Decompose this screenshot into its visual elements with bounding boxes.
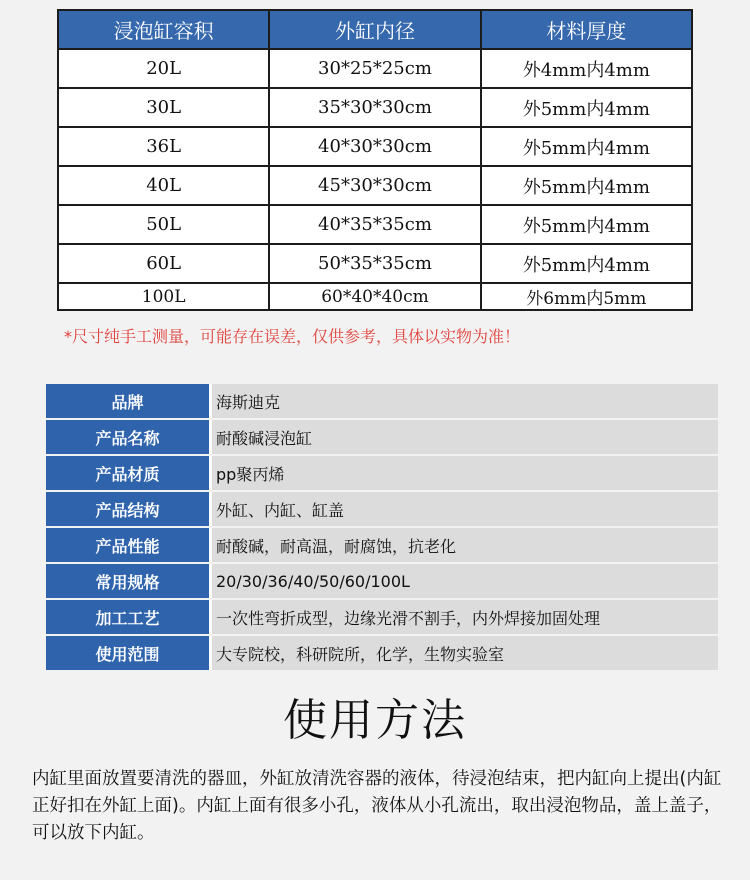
spec-value: 20/30/36/40/50/60/100L xyxy=(212,564,718,598)
volume-cell: 20L xyxy=(58,49,269,88)
spec-row xyxy=(46,492,718,526)
size-table xyxy=(57,9,693,311)
spec-value: 外缸、内缸、缸盖 xyxy=(212,492,718,526)
thickness-cell: 外5mm内4mm xyxy=(481,166,692,205)
spec-key: 使用范围 xyxy=(46,636,212,670)
spec-value: 耐酸碱，耐高温，耐腐蚀，抗老化 xyxy=(212,528,718,562)
spec-key: 产品结构 xyxy=(46,492,212,526)
table-row xyxy=(58,283,692,310)
spec-row xyxy=(46,636,718,670)
spec-value: 一次性弯折成型，边缘光滑不割手，内外焊接加固处理 xyxy=(212,600,718,634)
spec-value: 海斯迪克 xyxy=(212,384,718,418)
usage-title: 使用方法 xyxy=(283,695,467,746)
size-table-header-row xyxy=(58,10,692,49)
table-row xyxy=(58,166,692,205)
dimension-cell: 30*25*25cm xyxy=(269,49,480,88)
table-row xyxy=(58,205,692,244)
spec-row xyxy=(46,456,718,490)
dimension-cell: 35*30*30cm xyxy=(269,88,480,127)
table-row xyxy=(58,49,692,88)
dimension-cell: 45*30*30cm xyxy=(269,166,480,205)
header-volume: 浸泡缸容积 xyxy=(58,10,269,49)
spec-key: 常用规格 xyxy=(46,564,212,598)
spec-row xyxy=(46,528,718,562)
volume-cell: 36L xyxy=(58,127,269,166)
thickness-cell: 外4mm内4mm xyxy=(481,49,692,88)
usage-description: 内缸里面放置要清洗的器皿，外缸放清洗容器的液体，待浸泡结束，把内缸向上提出(内缸正好扣在外缸上面)。内缸上面有很多小孔，液体从小孔流出，取出浸泡物品，盖上盖子，可以放下内缸。 xyxy=(32,769,722,843)
spec-row xyxy=(46,384,718,418)
spec-value: pp聚丙烯 xyxy=(212,456,718,490)
thickness-cell: 外5mm内4mm xyxy=(481,88,692,127)
table-row xyxy=(58,88,692,127)
header-thickness: 材料厚度 xyxy=(481,10,692,49)
volume-cell: 50L xyxy=(58,205,269,244)
thickness-cell: 外5mm内4mm xyxy=(481,244,692,283)
dimension-cell: 40*35*35cm xyxy=(269,205,480,244)
spec-key: 品牌 xyxy=(46,384,212,418)
volume-cell: 30L xyxy=(58,88,269,127)
spec-key: 产品名称 xyxy=(46,420,212,454)
spec-table xyxy=(46,382,718,672)
dimension-cell: 50*35*35cm xyxy=(269,244,480,283)
spec-row xyxy=(46,564,718,598)
spec-key: 加工工艺 xyxy=(46,600,212,634)
spec-row xyxy=(46,600,718,634)
volume-cell: 100L xyxy=(58,283,269,310)
thickness-cell: 外5mm内4mm xyxy=(481,127,692,166)
spec-key: 产品材质 xyxy=(46,456,212,490)
volume-cell: 60L xyxy=(58,244,269,283)
thickness-cell: 外6mm内5mm xyxy=(481,283,692,310)
spec-row xyxy=(46,420,718,454)
spec-value: 耐酸碱浸泡缸 xyxy=(212,420,718,454)
thickness-cell: 外5mm内4mm xyxy=(481,205,692,244)
table-row xyxy=(58,127,692,166)
table-row xyxy=(58,244,692,283)
dimension-cell: 60*40*40cm xyxy=(269,283,480,310)
measurement-note: *尺寸纯手工测量，可能存在误差，仅供参考，具体以实物为准！ xyxy=(64,327,521,346)
spec-key: 产品性能 xyxy=(46,528,212,562)
dimension-cell: 40*30*30cm xyxy=(269,127,480,166)
volume-cell: 40L xyxy=(58,166,269,205)
spec-value: 大专院校，科研院所，化学，生物实验室 xyxy=(212,636,718,670)
header-inner-diameter: 外缸内径 xyxy=(269,10,480,49)
